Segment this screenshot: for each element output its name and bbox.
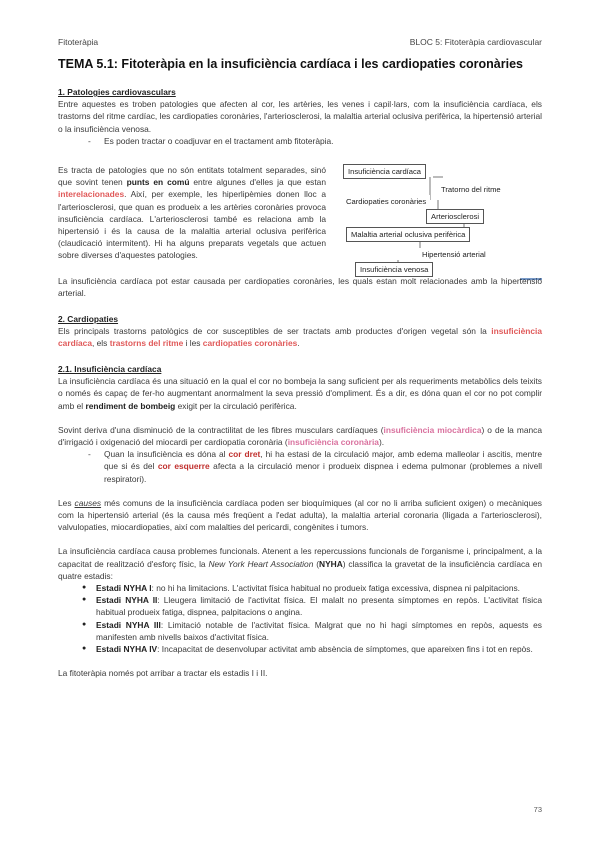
emphasis: cor dret	[228, 449, 261, 460]
header-left: Fitoteràpia	[58, 37, 99, 47]
paragraph: Entre aquestes es troben patologies que afecten al cor, les artèries, les venes i capil·lars, com la insuficiència cardíaca, els trastorns del ritme cardíac, les cardiopaties coronàries, l'arteriosclerosi, la malaltia arterial oclusiva perifèrica, la hipertensió arterial o la insuficiència venosa.	[58, 99, 542, 134]
emphasis: cardiopaties coronàries	[202, 338, 298, 349]
diagram-box: Insuficiència cardíaca	[343, 164, 426, 179]
emphasis: insuficiència cardíaca	[58, 326, 542, 349]
diagram-box: Arteriosclerosi	[426, 209, 484, 224]
pathology-diagram	[338, 162, 548, 282]
emphasis: New York Heart Association	[208, 558, 314, 569]
diagram-box: Malaltia arterial oclusiva perifèrica	[346, 227, 470, 242]
paragraph: La insuficiència cardíaca és una situació en la qual el cor no bombeja la sang suficient per als requeriments metabòlics dels teixits o només és capaç de fer-ho augmentant anormalment la seva pressió d'ompliment. És a dir, es dóna quan el cor no pot complir amb el rendiment de bombeig exigit per la circulació perifèrica.	[58, 376, 542, 411]
section-heading: 2.1. Insuficiència cardíaca	[58, 364, 162, 374]
list-item: ● Estadi NYHA IV: Incapacitat de desenvolupar activitat amb absència de símptomes, que apareixen fins i tot en repòs.	[96, 643, 542, 655]
emphasis: cor esquerre	[157, 461, 210, 472]
dash-list	[58, 135, 542, 147]
paragraph: Les causes més comuns de la insuficiència cardíaca poden ser bioquímiques (al cor no li arriba suficient oxigen) o mecàniques com la hipertensió arterial (és la causa més freqüent a l'edat adulta), la malaltia arterial coronaria (lligada a l'arteriosclerosi), valvulopaties, miocardiopaties, així com malalties del pericardi, congènites i tumors.	[58, 497, 542, 533]
diagram-box: Cardiopaties coronàries	[342, 195, 430, 208]
paragraph: La insuficiència cardíaca causa problemes funcionals. Atenent a les repercussions funcionals de l'organisme i, principalment, a la capacitat de realització d'esforç físic, la New York Heart Association (NYHA) classifica la gravetat de la insuficiència cardíaca en quatre estadis:	[58, 546, 542, 581]
paragraph: Els principals trastorns patològics de cor susceptibles de ser tractats amb productes d'origen vegetal són la insuficiència cardíaca, els trastorns del ritme i les cardiopaties coronàries.	[58, 326, 542, 349]
header-right: BLOC 5: Fitoteràpia cardiovascular	[409, 37, 542, 47]
diagram-box: Insuficiència venosa	[355, 262, 433, 277]
list-item: - Quan la insuficiència es dóna al cor dret, hi ha estasi de la circulació major, amb edema malleolar i ascitis, mentre que si és del cor esquerre afecta a la circulació menor i produeix dispnea i edema pulmonar (problemes a nivell respiratori).	[104, 448, 542, 485]
emphasis: interelacionades	[58, 189, 125, 200]
emphasis: NYHA	[319, 558, 343, 569]
section-heading: 1. Patologies cardiovasculars	[58, 87, 176, 97]
diagram-box: Tratorno del ritme	[437, 183, 505, 196]
section-1-left-column: Es tracta de patologies que no són entitats totalment separades, sinó que sovint tenen punts en comú entre algunes d'elles ja que estan interelacionades. Així, per exemple, les hiperlipèmies donen lloc a l'arteriosclerosi, que quan es produeix a les artèries coronàries provoca insuficiència cardíaca. L'arteriosclerosi també es relaciona amb la hipertensió i és la causa de la malaltia arterial oclusiva perifèrica (claudicació intermitent). Hi ha alguns preparats vegetals que actuen sobre diverses d'aquestes patologies.	[58, 165, 326, 261]
paragraph: La insuficiència cardíaca pot estar causada per cardiopaties coronàries, les quals estan molt relacionades amb la hipertensió arterial.	[58, 276, 542, 299]
paragraph: Sovint deriva d'una disminució de la contractilitat de les fibres musculars cardíaques (insuficiència miocàrdica) o de la manca d'irrigació i oxigenació del miocardi per cardiopatia coronària (insuficiència coronària).	[58, 424, 542, 448]
section-2	[58, 313, 542, 350]
section-1-intro	[58, 86, 542, 147]
diagram-box: Hipertensió arterial	[418, 248, 490, 261]
section-2-1	[58, 363, 542, 679]
paragraph: La fitoteràpia només pot arribar a tractar els estadis I i II.	[58, 668, 268, 679]
emphasis: trastorns del ritme	[109, 338, 184, 349]
list-item: - Es poden tractar o coadjuvar en el tractament amb fitoteràpia.	[104, 135, 542, 147]
emphasis: rendiment de bombeig	[85, 400, 176, 411]
list-item: ● Estadi NYHA I: no hi ha limitacions. L'activitat física habitual no produeix fatiga excessiva, dispnea ni palpitacions.	[96, 582, 542, 594]
list-item: ● Estadi NYHA III: Limitació notable de l'activitat física. Malgrat que no hi hagi símptomes en repòs, aquests es manifesten amb nivells baixos d'activitat física.	[96, 619, 542, 643]
page-title: TEMA 5.1: Fitoteràpia en la insuficiència cardíaca i les cardiopaties coronàries	[58, 57, 523, 71]
emphasis: insuficiència coronària	[287, 437, 379, 448]
page-number: 73	[533, 805, 542, 814]
list-item: ● Estadi NYHA II: Lleugera limitació de l'activitat física. El malalt no presenta símptomes en repòs. L'activitat física habitual produeix fatiga, dispnea, palpitacions o angina.	[96, 594, 542, 618]
section-1-closing	[58, 275, 542, 299]
section-heading: 2. Cardiopaties	[58, 314, 119, 324]
emphasis: punts en comú	[126, 177, 190, 188]
dash-list	[58, 448, 542, 485]
stage-list	[58, 582, 542, 655]
emphasis: causes	[74, 497, 102, 508]
emphasis: insuficiència miocàrdica	[383, 424, 482, 435]
